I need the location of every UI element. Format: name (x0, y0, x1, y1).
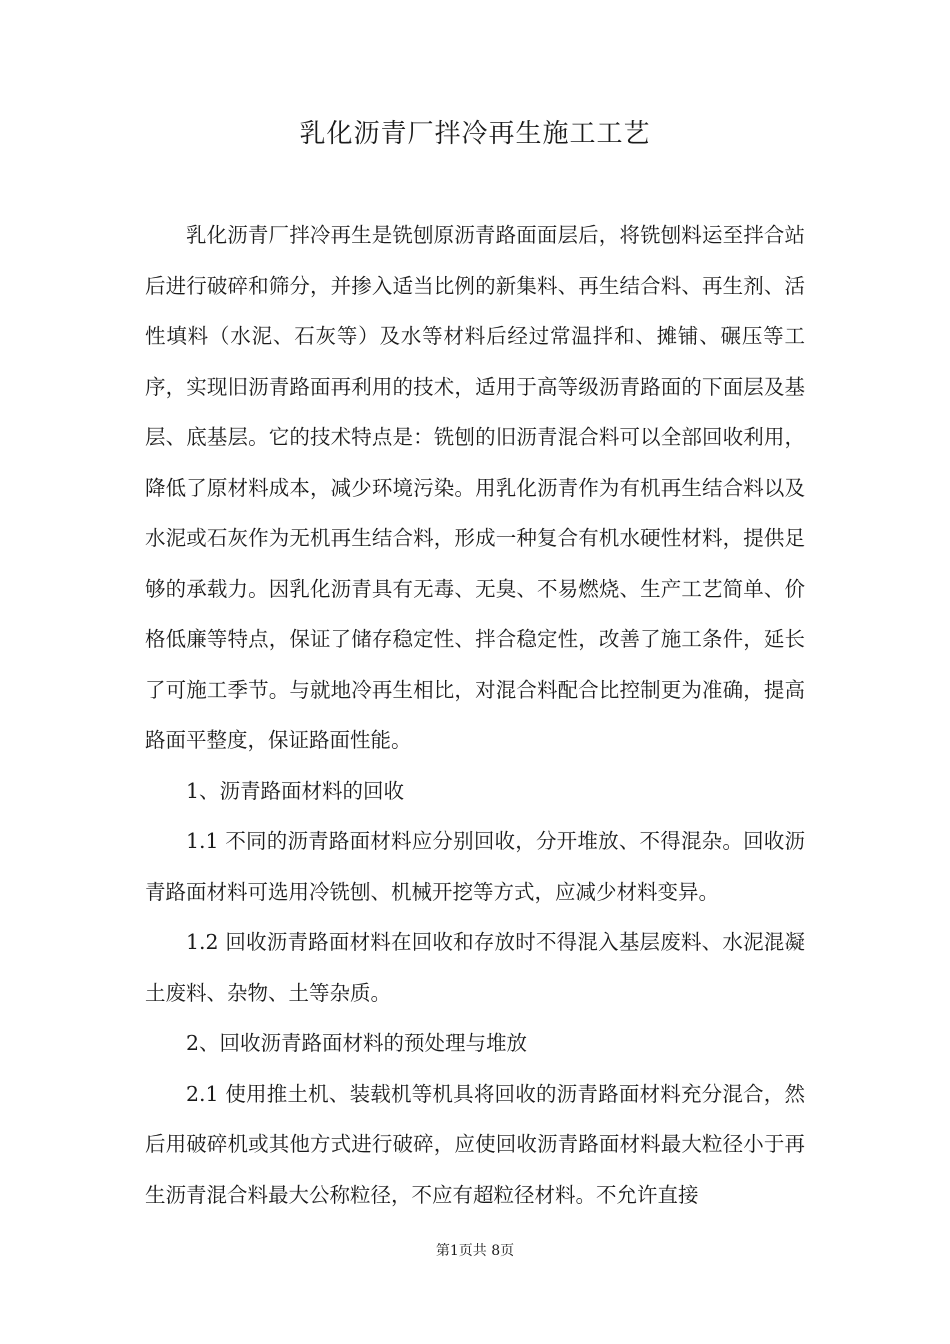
paragraph-2-1: 2.1 使用推土机、装载机等机具将回收的沥青路面材料充分混合，然后用破碎机或其他方式进行破碎，应使回收沥青路面材料最大粒径小于再生沥青混合料最大公称粒径，不应有超粒径材料。不允许直接 (145, 1081, 805, 1207)
paragraph-1-1: 1.1 不同的沥青路面材料应分别回收，分开堆放、不得混杂。回收沥青路面材料可选用冷铣刨、机械开挖等方式，应减少材料变异。 (145, 829, 805, 904)
page-footer: 第1页共 8页 (435, 1243, 515, 1259)
document-body (145, 210, 805, 1220)
document-title: 乳化沥青厂拌冷再生施工工艺 (299, 119, 651, 149)
section-heading-1: 1、沥青路面材料的回收 (186, 778, 405, 803)
paragraph-1-2: 1.2 回收沥青路面材料在回收和存放时不得混入基层废料、水泥混凝土废料、杂物、土等杂质。 (145, 930, 805, 1005)
section-heading-2: 2、回收沥青路面材料的预处理与堆放 (186, 1031, 528, 1055)
paragraph-intro: 乳化沥青厂拌冷再生是铣刨原沥青路面面层后，将铣刨料运至拌合站后进行破碎和筛分，并掺入适当比例的新集料、再生结合料、再生剂、活性填料（水泥、石灰等）及水等材料后经过常温拌和、摊铺、碾压等工序，实现旧沥青路面再利用的技术，适用于高等级沥青路面的下面层及基层、底基层。它的技术特点是：铣刨的旧沥青混合料可以全部回收利用，降低了原材料成本，减少环境污染。用乳化沥青作为有机再生结合料以及水泥或石灰作为无机再生结合料，形成一种复合有机水硬性材料，提供足够的承载力。因乳化沥青具有无毒、无臭、不易燃烧、生产工艺简单、价格低廉等特点，保证了储存稳定性、拌合稳定性，改善了施工条件，延长了可施工季节。与就地冷再生相比，对混合料配合比控制更为准确，提高路面平整度，保证路面性能。 (145, 223, 805, 752)
